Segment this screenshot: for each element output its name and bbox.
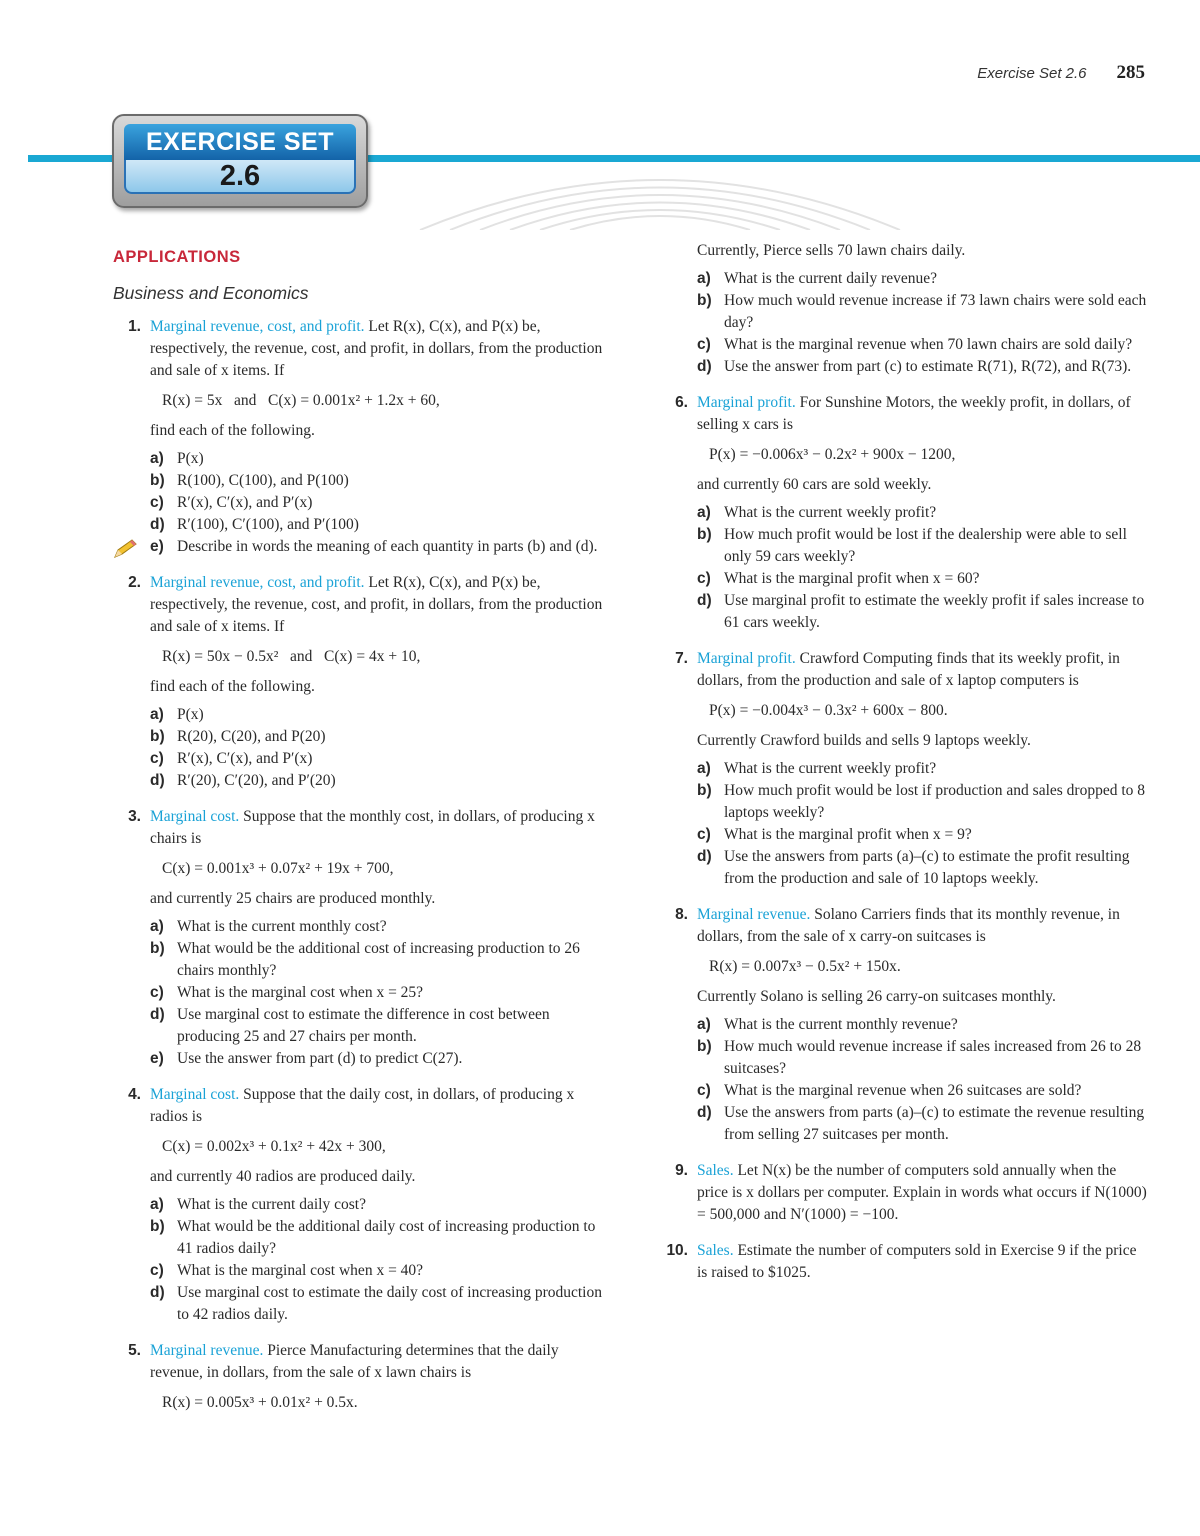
exercise-part <box>150 982 603 1004</box>
part-label: b) <box>150 728 165 745</box>
exercise-part <box>150 770 603 792</box>
exercise-number: 9. <box>675 1162 688 1179</box>
exercise-part <box>697 1036 1150 1080</box>
exercise-part <box>697 1102 1150 1146</box>
part-text: What is the marginal revenue when 26 suitcases are sold? <box>724 1082 1082 1099</box>
part-label: a) <box>697 1016 711 1033</box>
exercise-number: 7. <box>675 650 688 667</box>
part-text: How much would revenue increase if 73 lawn chairs were sold each day? <box>724 292 1147 331</box>
part-text: What is the current daily revenue? <box>724 270 938 287</box>
exercise-formula: P(x) = −0.004x³ − 0.3x² + 600x − 800. <box>709 702 948 719</box>
right-column <box>660 240 1150 1298</box>
decorative-arcs <box>380 140 940 230</box>
exercise-text: Crawford Computing finds that its weekly profit, in dollars, from the production and sale of x laptop computers is <box>697 650 1120 689</box>
exercise-title: Sales. <box>697 1242 734 1259</box>
exercise-part <box>150 470 603 492</box>
exercise-part <box>697 1080 1150 1102</box>
part-text: Use the answers from parts (a)–(c) to estimate the profit resulting from the production and sale of 10 laptops weekly. <box>724 848 1130 887</box>
exercise-prompt <box>150 572 603 638</box>
exercise-number: 5. <box>128 1342 141 1359</box>
part-text: R(100), C(100), and P(100) <box>177 472 349 489</box>
exercise-number: 8. <box>675 906 688 923</box>
exercise-set-badge <box>112 114 368 208</box>
left-exercise-list <box>113 316 603 1414</box>
part-label: d) <box>697 1104 712 1121</box>
part-label: b) <box>697 526 712 543</box>
exercise-parts <box>150 916 603 1070</box>
part-label: b) <box>697 1038 712 1055</box>
exercise-parts <box>697 1014 1150 1146</box>
part-label: c) <box>697 1082 711 1099</box>
part-label: c) <box>697 826 711 843</box>
part-label: b) <box>697 782 712 799</box>
part-label: a) <box>697 760 711 777</box>
part-text: What would be the additional cost of increasing production to 26 chairs monthly? <box>177 940 580 979</box>
exercise-text: Let N(x) be the number of computers sold annually when the price is x dollars per computer. Explain in words what occurs if N(1000) = 500,000 and N′(1000) = −100. <box>697 1162 1147 1223</box>
exercise-part <box>697 1014 1150 1036</box>
part-text: R′(x), C′(x), and P′(x) <box>177 750 313 767</box>
exercise-part <box>150 1282 603 1326</box>
exercise-part <box>697 524 1150 568</box>
exercise-part <box>150 748 603 770</box>
part-label: a) <box>697 270 711 287</box>
part-text: How much profit would be lost if the dealership were able to sell only 59 cars weekly? <box>724 526 1127 565</box>
exercise-item <box>660 392 1150 634</box>
exercise-formula: R(x) = 0.005x³ + 0.01x² + 0.5x. <box>162 1394 358 1411</box>
exercise-instruction: find each of the following. <box>150 678 315 695</box>
exercise-number: 1. <box>128 318 141 335</box>
part-label: e) <box>150 1050 164 1067</box>
exercise-part <box>697 780 1150 824</box>
part-text: What is the marginal profit when x = 60? <box>724 570 980 587</box>
exercise-part <box>697 590 1150 634</box>
part-text: What is the current weekly profit? <box>724 504 937 521</box>
part-text: Use marginal profit to estimate the weekly profit if sales increase to 61 cars weekly. <box>724 592 1145 631</box>
exercise-text: Solano Carriers finds that its monthly revenue, in dollars, from the sale of x carry-on suitcases is <box>697 906 1120 945</box>
part-text: R′(x), C′(x), and P′(x) <box>177 494 313 511</box>
exercise-item <box>113 1084 603 1326</box>
exercise-part <box>697 758 1150 780</box>
exercise-number: 10. <box>666 1242 688 1259</box>
part-label: a) <box>150 1196 164 1213</box>
exercise-item <box>113 316 603 558</box>
part-label: c) <box>150 750 164 767</box>
part-label: d) <box>150 1006 165 1023</box>
exercise-number: 4. <box>128 1086 141 1103</box>
exercise-title: Marginal revenue, cost, and profit. <box>150 574 365 591</box>
exercise-part <box>697 334 1150 356</box>
part-text: What is the current weekly profit? <box>724 760 937 777</box>
exercise-formula: C(x) = 0.001x³ + 0.07x² + 19x + 700, <box>162 860 394 877</box>
exercise-formula: R(x) = 0.007x³ − 0.5x² + 150x. <box>709 958 901 975</box>
part-text: What would be the additional daily cost of increasing production to 41 radios daily? <box>177 1218 596 1257</box>
part-label: a) <box>150 706 164 723</box>
part-label: a) <box>697 504 711 521</box>
pencil-icon <box>112 538 138 560</box>
exercise-prompt <box>150 1340 603 1384</box>
exercise-text: Let R(x), C(x), and P(x) be, respectively, the revenue, cost, and profit, in dollars, from the production and sale of x items. If <box>150 574 603 635</box>
part-label: d) <box>150 772 165 789</box>
exercise-item <box>660 1240 1150 1284</box>
exercise-part <box>150 916 603 938</box>
part-text: What is the marginal cost when x = 25? <box>177 984 424 1001</box>
exercise-text: Let R(x), C(x), and P(x) be, respectively, the revenue, cost, and profit, in dollars, from the production and sale of x items. If <box>150 318 603 379</box>
exercise-part <box>150 704 603 726</box>
running-head <box>977 62 1145 84</box>
exercise-item <box>113 572 603 792</box>
exercise-parts <box>150 704 603 792</box>
exercise-text: Suppose that the daily cost, in dollars, of producing x radios is <box>150 1086 575 1125</box>
section-heading: APPLICATIONS <box>113 248 241 266</box>
exercise-parts <box>150 1194 603 1326</box>
exercise-part <box>150 1004 603 1048</box>
exercise-prompt <box>150 316 603 382</box>
exercise-number: 2. <box>128 574 141 591</box>
exercise-part <box>150 1260 603 1282</box>
exercise-title: Marginal revenue, cost, and profit. <box>150 318 365 335</box>
exercise-number: 6. <box>675 394 688 411</box>
exercise-part <box>697 290 1150 334</box>
part-text: What is the current monthly revenue? <box>724 1016 958 1033</box>
exercise-text: For Sunshine Motors, the weekly profit, in dollars, of selling x cars is <box>697 394 1131 433</box>
part-text: Use marginal cost to estimate the daily cost of increasing production to 42 radios daily. <box>177 1284 602 1323</box>
exercise-text: Estimate the number of computers sold in Exercise 9 if the price is raised to $1025. <box>697 1242 1137 1281</box>
part-text: P(x) <box>177 706 204 723</box>
exercise-part <box>150 1048 603 1070</box>
exercise-part <box>150 536 603 558</box>
exercise-prompt <box>150 1084 603 1128</box>
part-label: d) <box>697 358 712 375</box>
exercise-prompt <box>697 392 1150 436</box>
exercise-title: Marginal revenue. <box>150 1342 264 1359</box>
exercise-part <box>150 514 603 536</box>
exercise-title: Marginal profit. <box>697 394 796 411</box>
exercise-item <box>660 648 1150 890</box>
part-text: P(x) <box>177 450 204 467</box>
exercise-text: Pierce Manufacturing determines that the daily revenue, in dollars, from the sale of x lawn chairs is <box>150 1342 559 1381</box>
exercise-instruction: find each of the following. <box>150 422 315 439</box>
exercise-formula: R(x) = 5x and C(x) = 0.001x² + 1.2x + 60, <box>162 392 440 409</box>
exercise-formula: R(x) = 50x − 0.5x² and C(x) = 4x + 10, <box>162 648 421 665</box>
part-label: b) <box>697 292 712 309</box>
part-label: d) <box>150 1284 165 1301</box>
exercise-part <box>150 492 603 514</box>
part-text: R′(100), C′(100), and P′(100) <box>177 516 359 533</box>
part-label: e) <box>150 538 164 555</box>
exercise-part <box>697 502 1150 524</box>
exercise-number: 3. <box>128 808 141 825</box>
exercise-title: Marginal cost. <box>150 1086 240 1103</box>
exercise-prompt <box>150 806 603 850</box>
part-text: How much profit would be lost if production and sales dropped to 8 laptops weekly? <box>724 782 1146 821</box>
exercise-item <box>660 904 1150 1146</box>
page-number: 285 <box>1116 62 1145 83</box>
right-exercise-list <box>660 392 1150 1284</box>
exercise-prompt <box>697 1160 1150 1226</box>
part-label: b) <box>150 472 165 489</box>
part-text: What is the current daily cost? <box>177 1196 366 1213</box>
part-text: Use the answer from part (d) to predict C(27). <box>177 1050 463 1067</box>
exercise-prompt <box>697 1240 1150 1284</box>
exercise-parts <box>697 502 1150 634</box>
subsection-heading: Business and Economics <box>113 283 309 303</box>
exercise-title: Marginal revenue. <box>697 906 811 923</box>
part-text: Use the answer from part (c) to estimate R(71), R(72), and R(73). <box>724 358 1132 375</box>
exercise-part <box>697 268 1150 290</box>
left-column <box>113 240 603 1428</box>
part-label: a) <box>150 918 164 935</box>
exercise-title: Marginal profit. <box>697 650 796 667</box>
exercise-part <box>697 356 1150 378</box>
exercise-part <box>150 448 603 470</box>
exercise-part <box>150 1216 603 1260</box>
part-text: R′(20), C′(20), and P′(20) <box>177 772 336 789</box>
exercise-part <box>697 824 1150 846</box>
part-text: R(20), C(20), and P(20) <box>177 728 326 745</box>
exercise-formula: C(x) = 0.002x³ + 0.1x² + 42x + 300, <box>162 1138 386 1155</box>
part-text: What is the marginal profit when x = 9? <box>724 826 972 843</box>
exercise-part <box>150 1194 603 1216</box>
exercise-item <box>113 1340 603 1414</box>
part-label: b) <box>150 1218 165 1235</box>
exercise-parts <box>697 758 1150 890</box>
part-text: Use the answers from parts (a)–(c) to estimate the revenue resulting from selling 27 suitcases per month. <box>724 1104 1145 1143</box>
exercise-title: Marginal cost. <box>150 808 240 825</box>
part-label: a) <box>150 450 164 467</box>
exercise-item <box>660 1160 1150 1226</box>
exercise-part <box>150 726 603 748</box>
part-text: What is the marginal revenue when 70 lawn chairs are sold daily? <box>724 336 1133 353</box>
exercise-instruction: Currently Crawford builds and sells 9 laptops weekly. <box>697 732 1031 749</box>
exercise-prompt <box>697 904 1150 948</box>
part-label: c) <box>150 494 164 511</box>
part-text: What is the current monthly cost? <box>177 918 387 935</box>
exercise-title: Sales. <box>697 1162 734 1179</box>
part-text: What is the marginal cost when x = 40? <box>177 1262 424 1279</box>
part-label: c) <box>697 336 711 353</box>
part-label: d) <box>697 848 712 865</box>
exercise-part <box>697 846 1150 890</box>
exercise-instruction: and currently 40 radios are produced daily. <box>150 1168 416 1185</box>
part-text: How much would revenue increase if sales increased from 26 to 28 suitcases? <box>724 1038 1142 1077</box>
badge-label: EXERCISE SET <box>124 124 356 160</box>
part-text: Use marginal cost to estimate the difference in cost between producing 25 and 27 chairs per month. <box>177 1006 550 1045</box>
part-label: b) <box>150 940 165 957</box>
exercise-formula: P(x) = −0.006x³ − 0.2x² + 900x − 1200, <box>709 446 956 463</box>
exercise-item <box>113 806 603 1070</box>
exercise-parts <box>150 448 603 558</box>
exercise-instruction: and currently 60 cars are sold weekly. <box>697 476 932 493</box>
part-label: c) <box>150 984 164 1001</box>
part-label: c) <box>150 1262 164 1279</box>
exercise-prompt <box>697 648 1150 692</box>
continuation-text: Currently, Pierce sells 70 lawn chairs daily. <box>697 242 966 259</box>
exercise-instruction: Currently Solano is selling 26 carry-on suitcases monthly. <box>697 988 1056 1005</box>
part-label: d) <box>697 592 712 609</box>
part-text: Describe in words the meaning of each quantity in parts (b) and (d). <box>177 538 598 555</box>
running-head-title: Exercise Set 2.6 <box>977 65 1087 82</box>
part-label: c) <box>697 570 711 587</box>
exercise-part <box>150 938 603 982</box>
continuation-parts <box>697 268 1150 378</box>
exercise-part <box>697 568 1150 590</box>
badge-number: 2.6 <box>124 160 356 194</box>
part-label: d) <box>150 516 165 533</box>
exercise-instruction: and currently 25 chairs are produced monthly. <box>150 890 436 907</box>
exercise-text: Suppose that the monthly cost, in dollars, of producing x chairs is <box>150 808 595 847</box>
